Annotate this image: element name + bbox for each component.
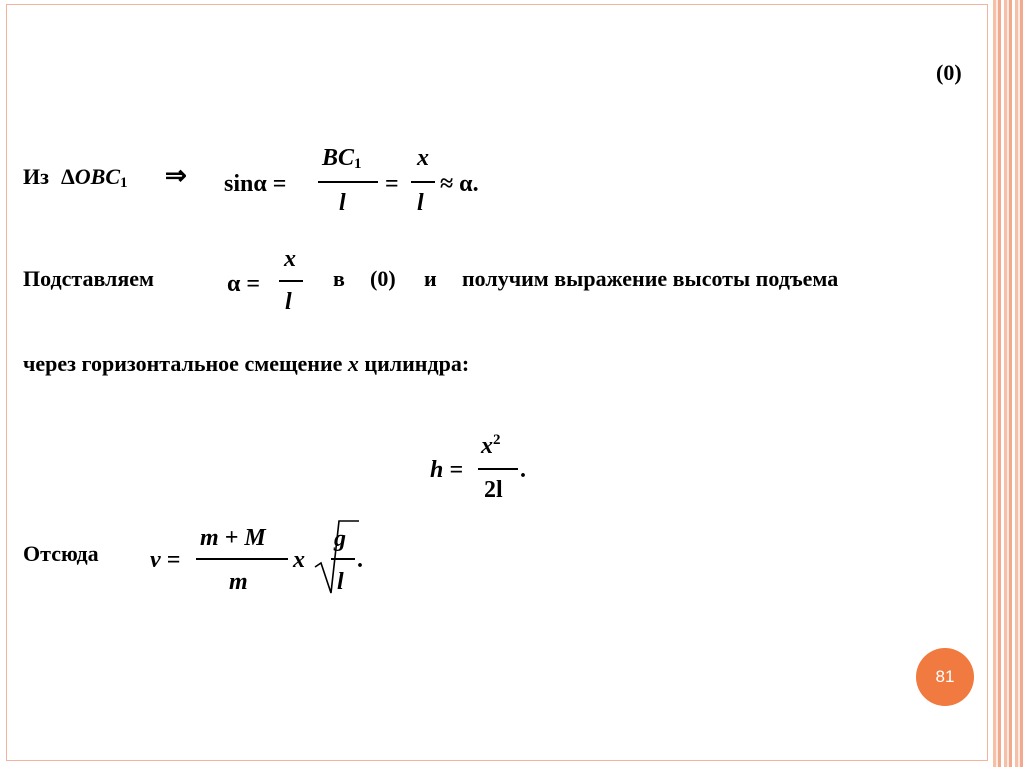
line-horizontal-shift: через горизонтальное смещение x цилиндра: — [23, 351, 470, 376]
sqrt-numerator: g — [334, 526, 346, 552]
triangle-subscript: 1 — [120, 175, 128, 191]
prefix-iz: Из — [23, 164, 49, 189]
formula-h-period: . — [520, 457, 526, 483]
formula-h-denominator: 2l — [484, 477, 503, 503]
var-x: x — [347, 351, 359, 376]
formula-v-lhs: v = — [150, 547, 181, 573]
formula-v-denominator: m — [229, 569, 248, 595]
triangle-name: OBC — [74, 164, 121, 189]
formula-h-lhs: h = — [430, 457, 464, 483]
frac1-numerator: $BC_1$ — [322, 145, 362, 172]
sqrt-frac-bar — [331, 558, 355, 560]
formula-v-period: . — [357, 547, 363, 573]
frac2-numerator: x — [417, 145, 429, 171]
triangle-symbol: Δ — [61, 164, 75, 189]
formula-h-numerator: $x^2$ — [481, 432, 501, 459]
subst-frac-denominator: l — [285, 289, 292, 315]
subst-frac-numerator: x — [284, 246, 296, 272]
alpha-equals: α = — [227, 271, 261, 297]
equals-sign: = — [385, 171, 399, 197]
slide-frame — [6, 4, 988, 761]
frac2-bar — [411, 181, 435, 183]
page-number-badge: 81 — [916, 648, 974, 706]
label-podstavlyaem: Подставляем — [23, 266, 155, 291]
formula-v-numerator: m + M — [200, 525, 266, 551]
triangle-label — [61, 166, 128, 191]
formula-v-x: x — [293, 547, 305, 573]
frac1-bar — [318, 181, 378, 183]
word-i: и — [424, 266, 437, 291]
frac2-denominator: l — [417, 190, 424, 216]
frac1-denominator: l — [339, 190, 346, 216]
label-otsyuda: Отсюда — [23, 541, 99, 566]
implies-arrow: ⇒ — [165, 161, 187, 190]
formula-h-bar — [478, 468, 518, 470]
formula-v-bar — [196, 558, 288, 560]
word-v: в — [333, 266, 345, 291]
text-rest: получим выражение высоты подъема — [462, 266, 839, 291]
reference-0: (0) — [370, 266, 396, 291]
sqrt-denominator: l — [337, 569, 344, 595]
decorative-stripes — [990, 0, 1024, 767]
approx-alpha: ≈ α. — [440, 171, 479, 197]
sin-alpha: sinα = — [224, 171, 287, 197]
subst-frac-bar — [279, 280, 303, 282]
equation-reference: (0) — [936, 60, 962, 85]
